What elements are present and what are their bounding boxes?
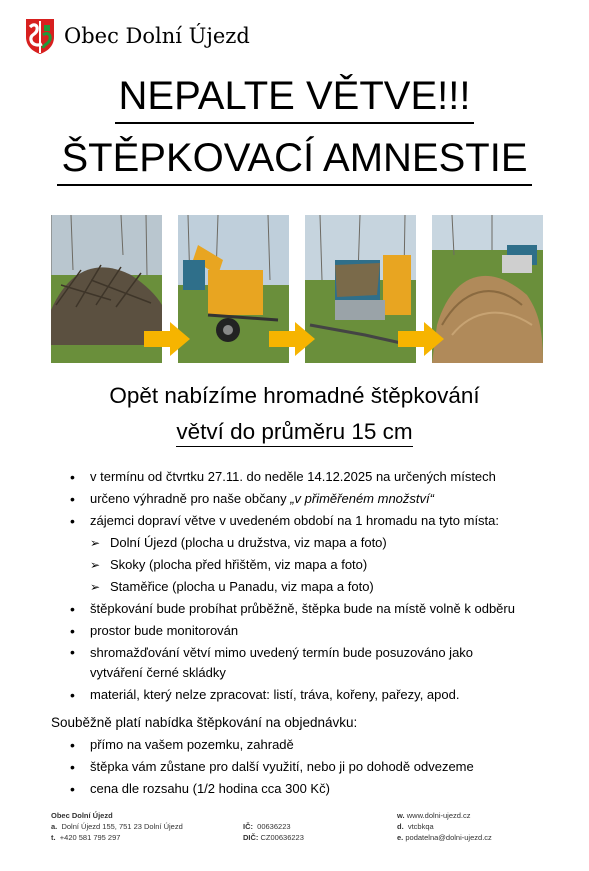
footer-databox: d. vtcbkqa [397, 822, 434, 831]
list-item: • štěpkování bude probíhat průběžně, štěpka bude na místě volně k odběru [70, 598, 570, 620]
right-arrow-icon [269, 322, 315, 356]
list-item: • přímo na vašem pozemku, zahradě [70, 734, 570, 756]
footer-org-name: Obec Dolní Újezd [51, 811, 113, 820]
main-title-line1: NEPALTE VĚTVE!!! [0, 76, 589, 124]
list-item: • v termínu od čtvrtku 27.11. do neděle 14.12.2025 na určených místech [70, 466, 570, 488]
footer-ic: IČ: 00636223 [243, 822, 291, 831]
list-item: • shromažďování větví mimo uvedený termín bude posuzováno jako vytváření černé skládky [70, 642, 570, 684]
location-item: ➢ Dolní Újezd (plocha u družstva, viz mapa a foto) [70, 532, 570, 554]
photo-strip [51, 215, 543, 363]
list-item: • určeno výhradně pro naše občany „v přiměřeném množství“ [70, 488, 570, 510]
list-item: • prostor bude monitorován [70, 620, 570, 642]
footer-dic: DIČ: CZ00636223 [243, 833, 304, 842]
list-item: • štěpka vám zůstane pro další využití, nebo ji po dohodě odvezeme [70, 756, 570, 778]
footer-phone: t. +420 581 795 297 [51, 833, 121, 842]
subtitle-line1: Opět nabízíme hromadné štěpkování [109, 383, 480, 408]
main-title-line2: ŠTĚPKOVACÍ AMNESTIE [0, 138, 589, 186]
coat-of-arms-logo [24, 17, 56, 55]
info-list [70, 466, 570, 706]
right-arrow-icon [144, 322, 190, 356]
list-item: • materiál, který nelze zpracovat: listí, tráva, kořeny, pařezy, apod. [70, 684, 570, 706]
concurrent-heading: Souběžně platí nabídka štěpkování na objednávku: [51, 715, 358, 730]
header [24, 16, 250, 56]
footer-online [397, 810, 492, 843]
subtitle-line2: větví do průměru 15 cm [0, 419, 589, 445]
footer-email[interactable]: e. podatelna@dolni-ujezd.cz [397, 833, 492, 842]
footer-address: a. Dolní Újezd 155, 751 23 Dolní Újezd [51, 822, 183, 831]
location-item: ➢ Skoky (plocha před hřištěm, viz mapa a foto) [70, 554, 570, 576]
footer-contact [51, 810, 183, 843]
list-item: • cena dle rozsahu (1/2 hodina cca 300 Kč) [70, 778, 570, 800]
location-item: ➢ Staměřice (plocha u Panadu, viz mapa a foto) [70, 576, 570, 598]
footer-ids [243, 821, 304, 843]
org-name: Obec Dolní Újezd [64, 24, 250, 48]
concurrent-list [70, 734, 570, 800]
footer-web[interactable]: w. www.dolni-ujezd.cz [397, 811, 471, 820]
right-arrow-icon [398, 322, 444, 356]
list-item: • zájemci dopraví větve v uvedeném období na 1 hromadu na tyto místa: [70, 510, 570, 532]
photo-chip-pile [432, 215, 543, 363]
